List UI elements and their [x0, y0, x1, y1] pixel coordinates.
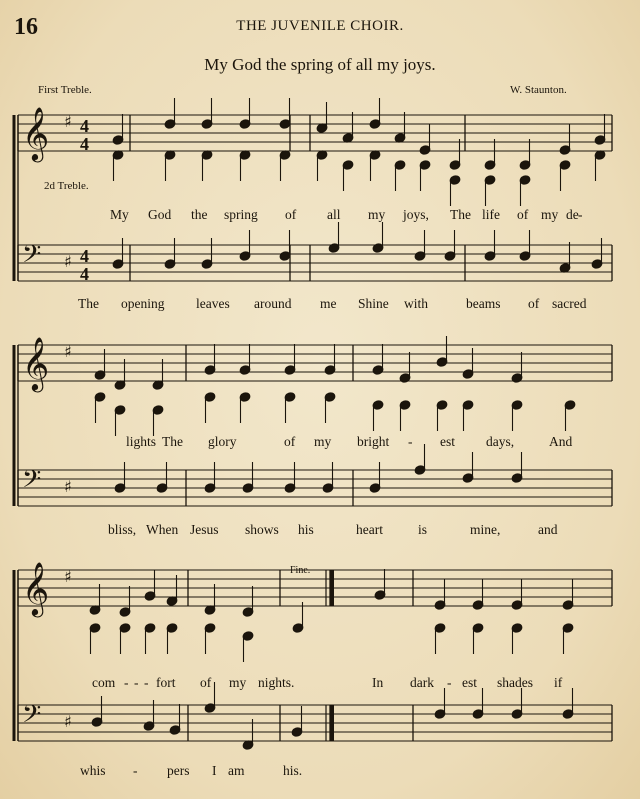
- syllable: life: [482, 207, 500, 222]
- syllable: my: [541, 207, 559, 222]
- syllable: -: [578, 207, 583, 222]
- syllable: The: [162, 434, 183, 449]
- syllable: glory: [208, 434, 237, 449]
- syllable: In: [372, 675, 384, 690]
- syllable: me: [320, 296, 337, 311]
- time-signature-top: 4: [80, 116, 89, 136]
- syllable: -: [133, 763, 138, 778]
- syllable: of: [284, 434, 296, 449]
- syllable: God: [148, 207, 172, 222]
- syllable: all: [327, 207, 341, 222]
- syllable: lights: [126, 434, 157, 449]
- sharp-icon: ♯: [64, 252, 72, 271]
- second-treble-label: 2d Treble.: [44, 180, 89, 192]
- syllable: -: [408, 434, 413, 449]
- syllable: Shine: [358, 296, 389, 311]
- time-signature-bottom: 4: [80, 134, 89, 154]
- syllable: sacred: [552, 296, 587, 311]
- bass-clef-icon: 𝄢: [22, 700, 42, 735]
- syllable: -: [124, 675, 129, 690]
- hymn-title: My God the spring of all my joys.: [204, 55, 436, 74]
- syllable: and: [538, 522, 558, 537]
- syllable: the: [191, 207, 208, 222]
- syllable: opening: [121, 296, 165, 311]
- syllable: spring: [224, 207, 258, 222]
- syllable: my: [229, 675, 247, 690]
- syllable: shades: [497, 675, 533, 690]
- bass-clef-icon: 𝄢: [22, 465, 42, 500]
- time-signature-bottom: 4: [80, 264, 89, 284]
- treble-clef-icon: 𝄞: [22, 561, 50, 615]
- syllable: My: [110, 207, 129, 222]
- syllable: is: [418, 522, 428, 537]
- syllable: heart: [356, 522, 383, 537]
- syllable: mine,: [470, 522, 501, 537]
- syllable: my: [368, 207, 386, 222]
- syllable: When: [146, 522, 179, 537]
- syllable: am: [228, 763, 245, 778]
- syllable: of: [517, 207, 529, 222]
- syllable: leaves: [196, 296, 230, 311]
- syllable: com: [92, 675, 116, 690]
- syllable: -: [447, 675, 452, 690]
- syllable: beams: [466, 296, 501, 311]
- treble-clef-icon: 𝄞: [22, 336, 50, 390]
- page-number: 16: [14, 14, 38, 40]
- bass-clef-icon: 𝄢: [22, 240, 42, 275]
- composer-credit: W. Staunton.: [510, 84, 567, 96]
- running-title: THE JUVENILE CHOIR.: [236, 18, 404, 34]
- syllable: with: [404, 296, 429, 311]
- syllable: if: [554, 675, 563, 690]
- time-signature-top: 4: [80, 246, 89, 266]
- syllable: I: [212, 763, 217, 778]
- syllable: nights.: [258, 675, 295, 690]
- syllable: fort: [156, 675, 176, 690]
- syllable: est: [462, 675, 477, 690]
- syllable: The: [450, 207, 471, 222]
- syllable: -: [144, 675, 149, 690]
- syllable: -: [134, 675, 139, 690]
- syllable: pers: [167, 763, 190, 778]
- syllable: his: [298, 522, 314, 537]
- syllable: bright: [357, 434, 390, 449]
- first-treble-label: First Treble.: [38, 84, 92, 96]
- syllable: his.: [283, 763, 303, 778]
- syllable: of: [528, 296, 540, 311]
- syllable: bliss,: [108, 522, 137, 537]
- syllable: of: [200, 675, 212, 690]
- sharp-icon: ♯: [64, 712, 72, 731]
- syllable: est: [440, 434, 455, 449]
- syllable: around: [254, 296, 292, 311]
- syllable: whis: [80, 763, 106, 778]
- sharp-icon: ♯: [64, 567, 72, 586]
- sharp-icon: ♯: [64, 477, 72, 496]
- sharp-icon: ♯: [64, 342, 72, 361]
- syllable: of: [285, 207, 297, 222]
- syllable: The: [78, 296, 99, 311]
- syllable: de: [566, 207, 579, 222]
- syllable: joys,: [403, 207, 429, 222]
- syllable: days,: [486, 434, 515, 449]
- sharp-icon: ♯: [64, 112, 72, 131]
- fine-mark: Fine.: [290, 565, 311, 576]
- syllable: And: [549, 434, 573, 449]
- syllable: dark: [410, 675, 434, 690]
- treble-clef-icon: 𝄞: [22, 106, 50, 160]
- syllable: shows: [245, 522, 279, 537]
- syllable: my: [314, 434, 332, 449]
- syllable: Jesus: [190, 522, 219, 537]
